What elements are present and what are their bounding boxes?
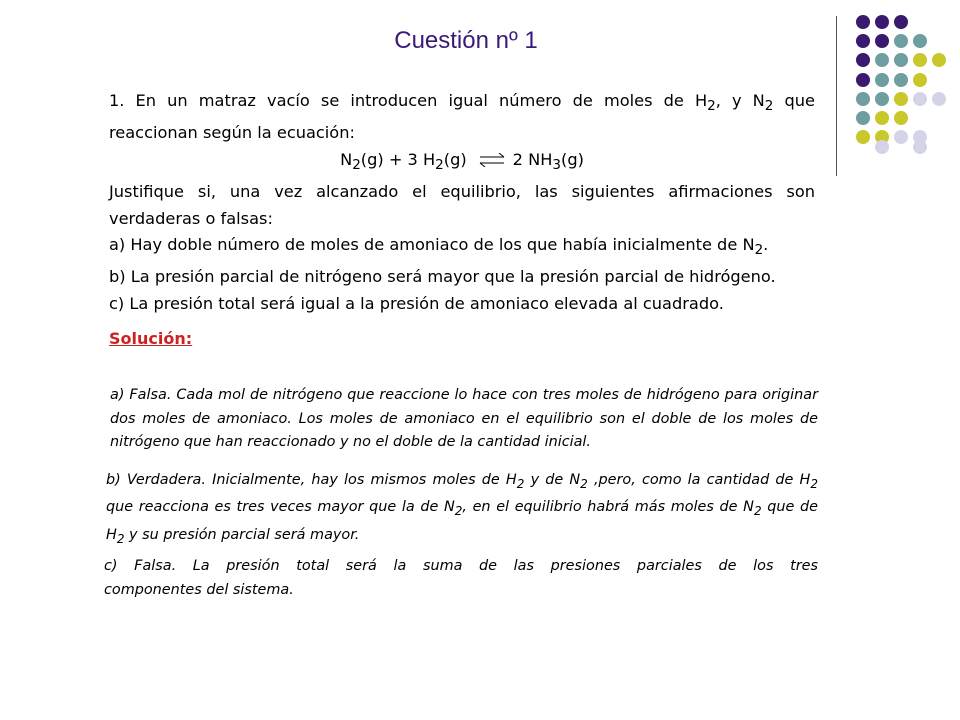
decorative-dot <box>894 73 908 87</box>
decorative-dot <box>856 130 870 144</box>
decorative-dot <box>875 73 889 87</box>
decorative-dot <box>894 34 908 48</box>
decorative-dot <box>894 53 908 67</box>
statement-c: c) La presión total será igual a la presión de amoniaco elevada al cuadrado. <box>109 294 724 314</box>
decorative-dot <box>856 92 870 106</box>
decorative-dot <box>856 34 870 48</box>
decorative-dot <box>894 111 908 125</box>
divider-line <box>836 16 837 176</box>
answer-c-line-1: c) Falsa. La presión total será la suma de las presiones parciales de los tres <box>104 558 818 574</box>
answer-c <box>104 555 818 602</box>
decorative-dot <box>913 92 927 106</box>
chemical-equation: $N_2(g) + 3$ $H_2(g)$ 2 $NH_3(g)$ <box>340 149 584 174</box>
solution-heading: Solución: <box>109 329 193 348</box>
problem-question: Justifique si, una vez alcanzado el equilibrio, las siguientes afirmaciones son verdaderas o falsas: <box>109 181 815 228</box>
decorative-dot <box>913 140 927 154</box>
decorative-dot <box>856 73 870 87</box>
answer-a: a) Falsa. Cada mol de nitrógeno que reaccione lo hace con tres moles de hidrógeno para originar dos moles de amoniaco. Los moles de amoniaco en el equilibrio son el doble de los moles de nitrógeno que han reaccionado y no el doble de la cantidad inicial. <box>110 387 818 450</box>
decorative-dot <box>894 130 908 144</box>
decorative-dot <box>875 92 889 106</box>
answer-c-line-2: componentes del sistema. <box>104 581 294 598</box>
statement-a: a) Hay doble número de moles de amoniaco de los que había inicialmente de $N_2$. <box>109 235 769 259</box>
page-title: Cuestión nº 1 <box>394 27 538 54</box>
decorative-dot <box>913 53 927 67</box>
decorative-dot <box>932 92 946 106</box>
decorative-dot <box>894 15 908 29</box>
decorative-dot <box>875 140 889 154</box>
equilibrium-arrow-icon <box>479 153 505 167</box>
statement-b: b) La presión parcial de nitrógeno será mayor que la presión parcial de hidrógeno. <box>109 267 776 287</box>
decorative-dot <box>894 92 908 106</box>
decorative-dot <box>932 53 946 67</box>
decorative-dot <box>856 15 870 29</box>
decorative-dot <box>875 111 889 125</box>
decorative-dot <box>875 15 889 29</box>
answer-b: b) Verdadera. Inicialmente, hay los mismos moles de $H_2$ y de $N_2$ ,pero, como la cantidad de $H_2$ que reacciona es tres veces mayor que la de $N_2$, en el equilibrio habrá más moles de $N_2$ que de $H_2$ y su presión parcial será mayor. <box>106 472 818 546</box>
decorative-dot <box>913 73 927 87</box>
decorative-dot <box>856 53 870 67</box>
decorative-dot <box>856 111 870 125</box>
decorative-dot <box>875 53 889 67</box>
decorative-dot <box>913 34 927 48</box>
problem-intro: 1. En un matraz vacío se introducen igual número de moles de $H_2$, y $N_2$ que reaccionan según la ecuación: <box>109 91 815 143</box>
problem-statement <box>109 88 815 318</box>
decorative-dot <box>875 34 889 48</box>
